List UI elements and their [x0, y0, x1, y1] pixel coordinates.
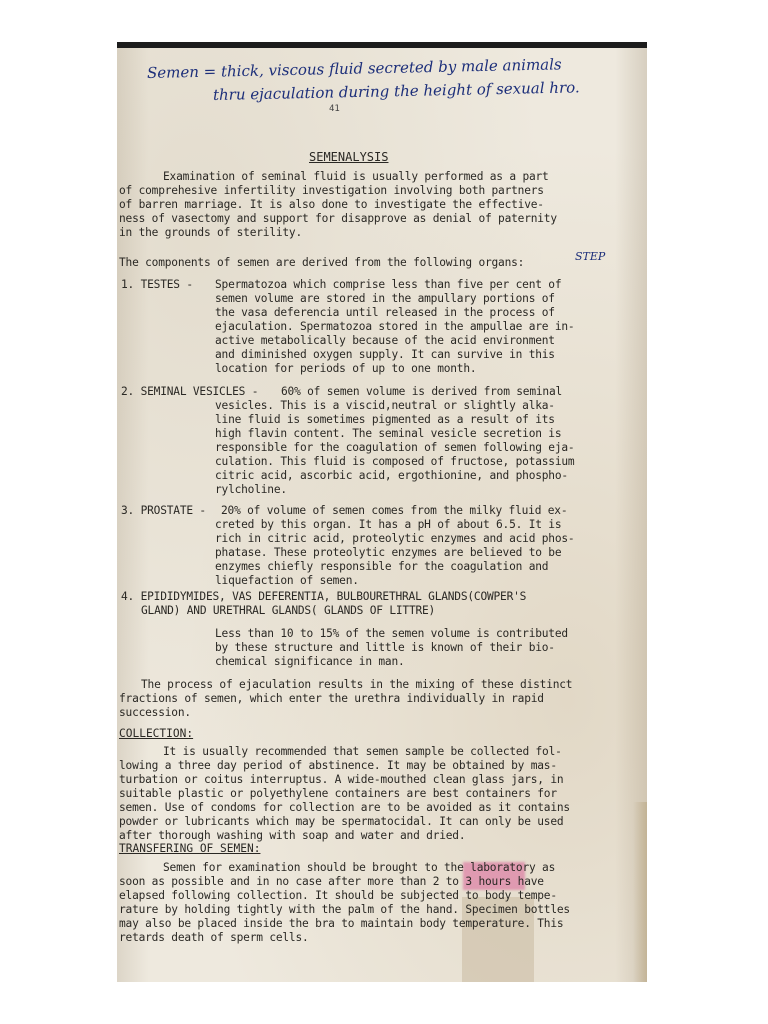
epididymides-line: by these structure and little is known of their bio-	[215, 641, 555, 654]
testes-line: and diminished oxygen supply. It can survive in this	[215, 348, 555, 361]
prostate-line: phatase. These proteolytic enzymes are believed to be	[215, 546, 562, 559]
seminal-line: vesicles. This is a viscid,neutral or slightly alka-	[215, 399, 555, 412]
transfer-heading: TRANSFERING OF SEMEN:	[119, 842, 261, 855]
intro-line: of comprehesive infertility investigation involving both partners	[119, 184, 544, 197]
testes-label: 1. TESTES -	[121, 278, 193, 291]
testes-line: active metabolically because of the acid environment	[215, 334, 555, 347]
prostate-line: enzymes chiefly responsible for the coagulation and	[215, 560, 549, 573]
handwritten-note-line-2: thru ejaculation during the height of sexual hro.	[212, 78, 580, 104]
document-page	[117, 42, 647, 982]
seminal-line: rylcholine.	[215, 483, 287, 496]
page-top-edge	[117, 42, 647, 48]
epididymides-line: Less than 10 to 15% of the semen volume is contributed	[215, 627, 568, 640]
process-line: The process of ejaculation results in the mixing of these distinct	[141, 678, 573, 691]
seminal-line: citric acid, ascorbic acid, ergothionine, and phospho-	[215, 469, 568, 482]
step-note: STEP	[575, 250, 606, 263]
transfer-line: elapsed following collection. It should be subjected to body tempe-	[119, 889, 557, 902]
seminal-label: 2. SEMINAL VESICLES -	[121, 385, 259, 398]
seminal-line: line fluid is sometimes pigmented as a result of its	[215, 413, 555, 426]
process-line: fractions of semen, which enter the urethra individually in rapid	[119, 692, 544, 705]
prostate-line: liquefaction of semen.	[215, 574, 359, 587]
process-line: succession.	[119, 706, 191, 719]
transfer-line: rature by holding tightly with the palm of the hand. Specimen bottles	[119, 903, 570, 916]
prostate-line: creted by this organ. It has a pH of about 6.5. It is	[215, 518, 562, 531]
collection-line: turbation or coitus interruptus. A wide-mouthed clean glass jars, in	[119, 773, 564, 786]
transfer-line: retards death of sperm cells.	[119, 931, 309, 944]
transfer-line: soon as possible and in no case after more than 2 to 3 hours have	[119, 875, 544, 888]
seminal-line: 60% of semen volume is derived from seminal	[281, 385, 563, 398]
testes-line: Spermatozoa which comprise less than five per cent of	[215, 278, 562, 291]
seminal-line: high flavin content. The seminal vesicle secretion is	[215, 427, 562, 440]
epididymides-line: chemical significance in man.	[215, 655, 405, 668]
collection-line: lowing a three day period of abstinence. It may be obtained by mas-	[119, 759, 557, 772]
seminal-line: culation. This fluid is composed of fructose, potassium	[215, 455, 575, 468]
paper-tear	[633, 802, 647, 982]
seminal-line: responsible for the coagulation of semen following eja-	[215, 441, 575, 454]
page-number: 41	[329, 104, 340, 114]
collection-line: semen. Use of condoms for collection are to be avoided as it contains	[119, 801, 570, 814]
collection-line: It is usually recommended that semen sample be collected fol-	[163, 745, 562, 758]
testes-line: ejaculation. Spermatozoa stored in the ampullae are in-	[215, 320, 575, 333]
prostate-line: rich in citric acid, proteolytic enzymes and acid phos-	[215, 532, 575, 545]
transfer-line: Semen for examination should be brought to the laboratory as	[163, 861, 556, 874]
testes-line: the vasa deferencia until released in the process of	[215, 306, 555, 319]
prostate-line: 20% of volume of semen comes from the milky fluid ex-	[221, 504, 568, 517]
components-line: The components of semen are derived from the following organs:	[119, 256, 525, 269]
collection-heading: COLLECTION:	[119, 727, 194, 740]
prostate-label: 3. PROSTATE -	[121, 504, 206, 517]
epididymides-heading: GLAND) AND URETHRAL GLANDS( GLANDS OF LITTRE)	[141, 604, 436, 617]
intro-line: in the grounds of sterility.	[119, 226, 302, 239]
intro-line: ness of vasectomy and support for disapprove as denial of paternity	[119, 212, 557, 225]
page-title: SEMENALYSIS	[309, 150, 389, 164]
testes-line: location for periods of up to one month.	[215, 362, 477, 375]
handwritten-note-line-1: Semen = thick, viscous fluid secreted by male animals	[146, 55, 562, 82]
collection-line: after thorough washing with soap and water and dried.	[119, 829, 466, 842]
intro-line: of barren marriage. It is also done to investigate the effective-	[119, 198, 544, 211]
testes-line: semen volume are stored in the ampullary portions of	[215, 292, 555, 305]
epididymides-heading: 4. EPIDIDYMIDES, VAS DEFERENTIA, BULBOURETHRAL GLANDS(COWPER'S	[121, 590, 527, 603]
collection-line: powder or lubricants which may be spermatocidal. It can only be used	[119, 815, 564, 828]
transfer-line: may also be placed inside the bra to maintain body temperature. This	[119, 917, 564, 930]
intro-line: Examination of seminal fluid is usually performed as a part	[163, 170, 549, 183]
collection-line: suitable plastic or polyethylene containers are best containers for	[119, 787, 557, 800]
